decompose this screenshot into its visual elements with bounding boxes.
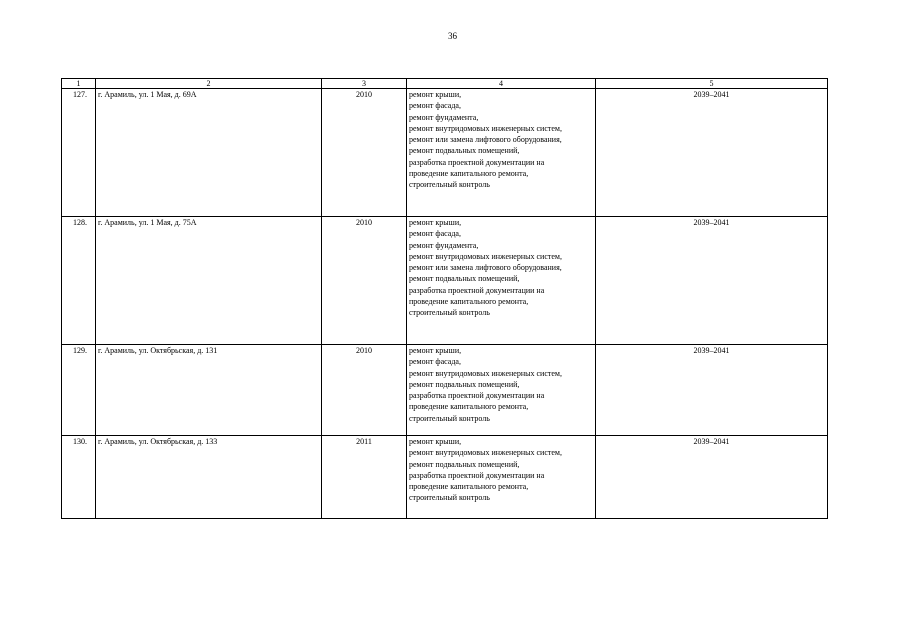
header-cell-2: 2 bbox=[96, 79, 322, 89]
work-item: ремонт крыши, bbox=[409, 437, 462, 446]
works-list bbox=[407, 217, 596, 345]
table-row bbox=[62, 217, 828, 345]
work-item: ремонт фундамента, bbox=[409, 240, 479, 250]
building-address: г. Арамиль, ул. Октябрьская, д. 133 bbox=[96, 436, 322, 519]
work-item: ремонт подвальных помещений, bbox=[409, 146, 520, 156]
work-item: ремонт фундамента, bbox=[409, 112, 479, 122]
construction-year: 2010 bbox=[322, 345, 407, 436]
building-address: г. Арамиль, ул. Октябрьская, д. 131 bbox=[96, 345, 322, 436]
header-cell-1: 1 bbox=[62, 79, 96, 89]
repair-period: 2039–2041 bbox=[596, 217, 828, 345]
work-item: разработка проектной документации на bbox=[409, 285, 545, 295]
row-number: 129. bbox=[62, 345, 96, 436]
work-item: ремонт крыши, bbox=[409, 90, 462, 99]
work-item: ремонт крыши, bbox=[409, 218, 462, 227]
work-item: ремонт внутридомовых инженерных систем, bbox=[409, 448, 562, 458]
building-address: г. Арамиль, ул. 1 Мая, д. 69А bbox=[96, 89, 322, 217]
work-item: ремонт или замена лифтового оборудования, bbox=[409, 263, 562, 273]
header-cell-3: 3 bbox=[322, 79, 407, 89]
works-list bbox=[407, 436, 596, 519]
work-item: строительный контроль bbox=[409, 308, 490, 318]
page-number: 36 bbox=[448, 31, 457, 41]
work-item: разработка проектной документации на bbox=[409, 391, 545, 401]
work-item: проведение капитального ремонта, bbox=[409, 402, 529, 412]
work-item: проведение капитального ремонта, bbox=[409, 297, 529, 307]
work-item: строительный контроль bbox=[409, 413, 490, 423]
work-item: ремонт фасада, bbox=[409, 229, 461, 239]
construction-year: 2011 bbox=[322, 436, 407, 519]
work-item: разработка проектной документации на bbox=[409, 470, 545, 480]
work-item: ремонт подвальных помещений, bbox=[409, 379, 520, 389]
work-item: строительный контроль bbox=[409, 493, 490, 503]
work-item: ремонт подвальных помещений, bbox=[409, 459, 520, 469]
row-number: 130. bbox=[62, 436, 96, 519]
construction-year: 2010 bbox=[322, 89, 407, 217]
work-item: ремонт внутридомовых инженерных систем, bbox=[409, 251, 562, 261]
work-item: ремонт подвальных помещений, bbox=[409, 274, 520, 284]
work-item: ремонт крыши, bbox=[409, 346, 462, 355]
table-row bbox=[62, 89, 828, 217]
work-item: ремонт фасада, bbox=[409, 357, 461, 367]
work-item: ремонт внутридомовых инженерных систем, bbox=[409, 368, 562, 378]
work-item: разработка проектной документации на bbox=[409, 157, 545, 167]
repair-period: 2039–2041 bbox=[596, 436, 828, 519]
table-row bbox=[62, 436, 828, 519]
capital-repair-table bbox=[61, 78, 828, 519]
work-item: ремонт фасада, bbox=[409, 101, 461, 111]
building-address: г. Арамиль, ул. 1 Мая, д. 75А bbox=[96, 217, 322, 345]
works-list bbox=[407, 89, 596, 217]
repair-period: 2039–2041 bbox=[596, 345, 828, 436]
work-item: проведение капитального ремонта, bbox=[409, 169, 529, 179]
header-cell-5: 5 bbox=[596, 79, 828, 89]
row-number: 127. bbox=[62, 89, 96, 217]
work-item: проведение капитального ремонта, bbox=[409, 482, 529, 492]
row-number: 128. bbox=[62, 217, 96, 345]
table-row bbox=[62, 345, 828, 436]
work-item: строительный контроль bbox=[409, 180, 490, 190]
repair-period: 2039–2041 bbox=[596, 89, 828, 217]
works-list bbox=[407, 345, 596, 436]
work-item: ремонт или замена лифтового оборудования, bbox=[409, 135, 562, 145]
table-header-row bbox=[62, 79, 828, 89]
header-cell-4: 4 bbox=[407, 79, 596, 89]
work-item: ремонт внутридомовых инженерных систем, bbox=[409, 123, 562, 133]
construction-year: 2010 bbox=[322, 217, 407, 345]
